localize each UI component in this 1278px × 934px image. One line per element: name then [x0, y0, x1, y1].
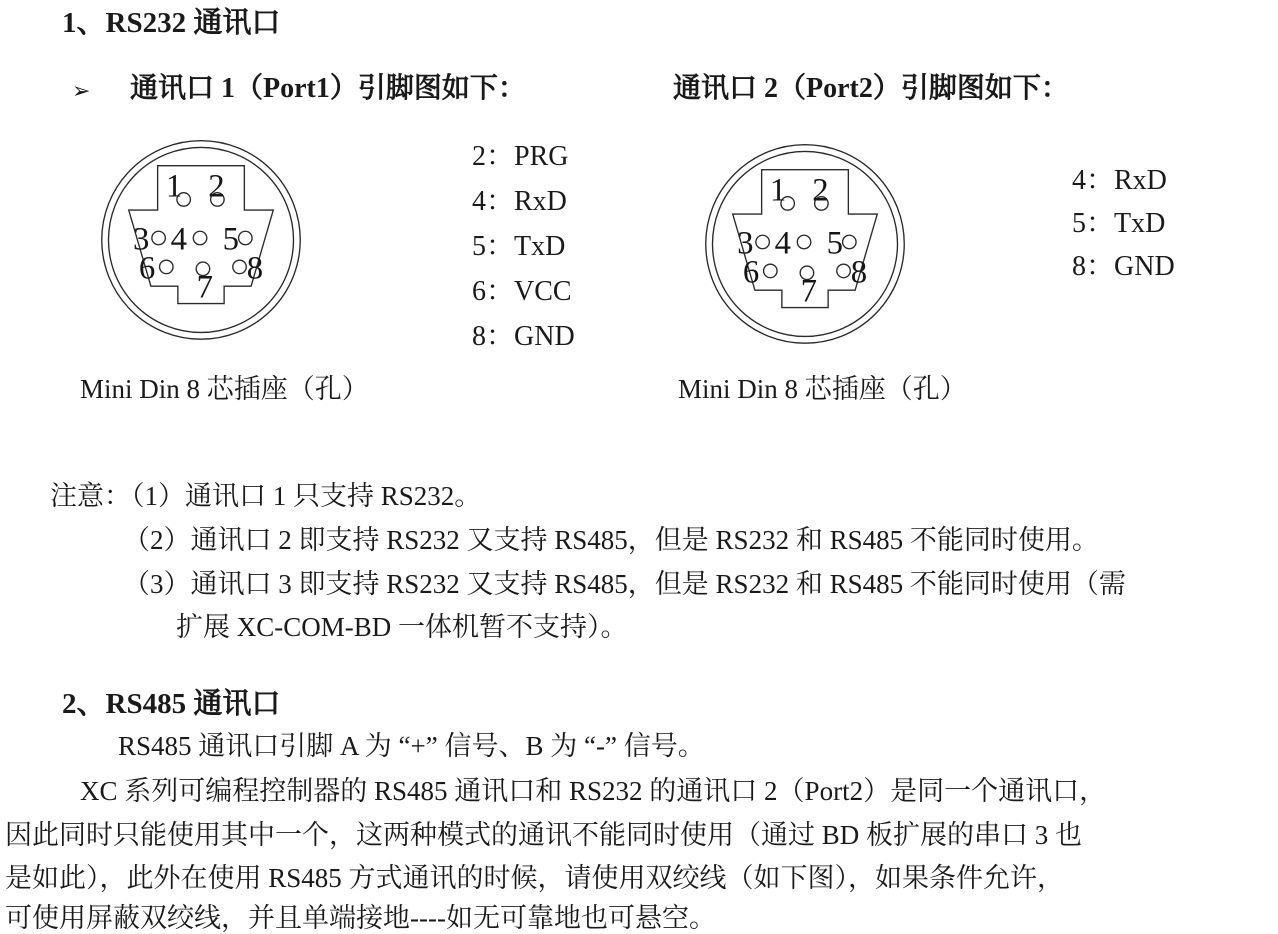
note-line-2: （2）通讯口 2 即支持 RS232 又支持 RS485，但是 RS232 和 RS485 不能同时使用。 — [123, 525, 1099, 555]
pin-number: 1 — [165, 168, 183, 205]
port1-connector-diagram — [95, 132, 307, 344]
pin-hole-6 — [160, 260, 173, 273]
pin-number: 2 — [812, 172, 829, 209]
pin-number: 1 — [769, 172, 787, 209]
pin-number: 7 — [800, 273, 818, 310]
pin-assignment: 5：TxD — [472, 231, 566, 262]
pin-number: 8 — [246, 250, 264, 287]
pin-number: 7 — [196, 269, 214, 306]
port1-caption: Mini Din 8 芯插座（孔） — [80, 374, 369, 404]
pin-assignment: 8：GND — [472, 321, 575, 352]
pin-number: 3 — [737, 225, 754, 262]
section2-heading: 2、RS485 通讯口 — [62, 688, 281, 720]
pin-assignment: 5：TxD — [1072, 208, 1166, 239]
pin-number: 4 — [170, 221, 188, 258]
pin-hole-4 — [797, 235, 810, 248]
arrow-bullet-icon: ➢ — [72, 78, 91, 103]
pin-number: 8 — [850, 254, 868, 291]
port2-caption: Mini Din 8 芯插座（孔） — [678, 374, 967, 404]
pin-assignment: 4：RxD — [472, 186, 567, 217]
pin-assignment: 8：GND — [1072, 251, 1175, 282]
body-line-5: 可使用屏蔽双绞线，并且单端接地----如无可靠地也可悬空。 — [5, 903, 716, 933]
connector-outer-ring — [706, 145, 905, 344]
port1-pin-list — [472, 143, 575, 351]
pin-number: 4 — [774, 225, 792, 262]
pin-assignment: 2：PRG — [472, 141, 569, 172]
pin-number: 6 — [138, 250, 156, 287]
note-line-3: （3）通讯口 3 即支持 RS232 又支持 RS485，但是 RS232 和 RS485 不能同时使用（需 — [123, 569, 1126, 599]
pin-hole-8 — [233, 260, 246, 273]
pin-hole-3 — [152, 231, 165, 244]
note-line-4: 扩展 XC-COM-BD 一体机暂不支持）。 — [176, 612, 628, 642]
pin-hole-3 — [756, 235, 769, 248]
connector-outer-ring — [102, 141, 301, 340]
pin-number: 6 — [742, 254, 760, 291]
pin-hole-5 — [239, 231, 252, 244]
pin-number: 2 — [208, 168, 225, 205]
pin-assignment: 6：VCC — [472, 276, 572, 307]
section1-heading: 1、RS232 通讯口 — [62, 7, 281, 39]
pin-hole-4 — [193, 231, 206, 244]
port2-header: 通讯口 2（Port2）引脚图如下： — [673, 73, 1069, 104]
note-line-1: 注意：（1）通讯口 1 只支持 RS232。 — [50, 481, 482, 511]
body-line-2: XC 系列可编程控制器的 RS485 通讯口和 RS232 的通讯口 2（Port2）是同一个通讯口， — [80, 776, 1107, 806]
pin-hole-5 — [843, 235, 856, 248]
pin-assignment: 4：RxD — [1072, 165, 1167, 196]
pin-number: 3 — [133, 221, 150, 258]
port2-pin-list — [1072, 167, 1175, 281]
port2-connector-diagram — [699, 136, 911, 348]
body-line-1: RS485 通讯口引脚 A 为 “+” 信号、B 为 “-” 信号。 — [118, 731, 705, 761]
pin-number: 5 — [222, 221, 240, 258]
pin-number: 5 — [826, 225, 844, 262]
port1-header: 通讯口 1（Port1）引脚图如下： — [130, 73, 526, 104]
pin-hole-6 — [764, 264, 777, 277]
body-line-4: 是如此），此外在使用 RS485 方式通讯的时候，请使用双绞线（如下图），如果条件允许， — [5, 863, 1065, 893]
pin-hole-8 — [837, 264, 850, 277]
body-line-3: 因此同时只能使用其中一个，这两种模式的通讯不能同时使用（通过 BD 板扩展的串口 3 也 — [5, 820, 1083, 850]
